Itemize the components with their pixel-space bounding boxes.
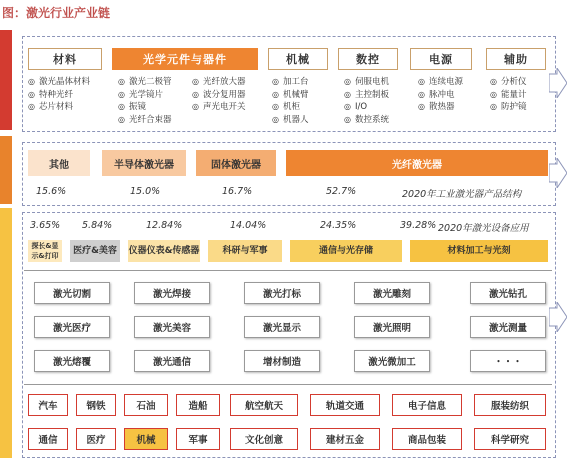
app-box: 激光微加工	[354, 350, 430, 372]
list-item: ◎ 机柜	[272, 101, 309, 114]
share-instruments: 12.84%	[146, 220, 183, 231]
list-item: ◎ 伺服电机	[344, 76, 389, 89]
arrow-right-icon	[549, 158, 567, 188]
industry-box: 电子信息	[392, 394, 462, 416]
industry-box: 造船	[176, 394, 220, 416]
list-optics-a	[118, 76, 172, 126]
app-box: 增材制造	[244, 350, 320, 372]
segment-research: 科研与军事	[208, 240, 282, 262]
app-box: 激光美容	[134, 316, 210, 338]
downstream-band	[0, 208, 12, 458]
industry-box: 服装纺织	[474, 394, 546, 416]
app-box: 激光切割	[34, 282, 110, 304]
list-item: ◎ 主控制板	[344, 89, 389, 102]
upstream-band	[0, 30, 12, 130]
share-other: 15.6%	[36, 186, 67, 197]
industry-box: 商品包装	[392, 428, 462, 450]
list-item: ◎ 光纤合束器	[118, 114, 172, 127]
app-box: ・・・	[470, 350, 546, 372]
share-communication: 24.35%	[320, 220, 357, 231]
segment-display: 探长&显示&打印	[28, 240, 62, 262]
industry-box: 航空航天	[230, 394, 298, 416]
industry-box: 通信	[28, 428, 68, 450]
list-item: ◎ 激光晶体材料	[28, 76, 90, 89]
arrow-right-icon	[549, 302, 567, 332]
header-mechanical: 机械	[268, 48, 328, 70]
app-box: 激光照明	[354, 316, 430, 338]
list-item: ◎ 能量计	[490, 89, 527, 102]
divider	[24, 270, 552, 271]
list-item: ◎ I/O	[344, 101, 389, 114]
share-solid: 16.7%	[222, 186, 253, 197]
share-semiconductor: 15.0%	[130, 186, 161, 197]
list-item: ◎ 数控系统	[344, 114, 389, 127]
list-item: ◎ 脉冲电	[418, 89, 463, 102]
industry-box: 钢铁	[76, 394, 116, 416]
app-box: 激光通信	[134, 350, 210, 372]
industry-box: 医疗	[76, 428, 116, 450]
list-mechanical	[272, 76, 309, 126]
midstream-caption: 2020年工业激光器产品结构	[402, 189, 522, 200]
downstream-caption: 2020年激光设备应用	[438, 223, 529, 234]
laser-type-solid: 固体激光器	[196, 150, 276, 176]
header-optics: 光学元件与器件	[112, 48, 258, 70]
app-box: 激光熔覆	[34, 350, 110, 372]
share-fiber: 52.7%	[326, 186, 357, 197]
laser-type-other: 其他	[28, 150, 90, 176]
midstream-band	[0, 136, 12, 204]
list-item: ◎ 光纤放大器	[192, 76, 246, 89]
segment-processing: 材料加工与光刻	[410, 240, 548, 262]
divider	[24, 384, 552, 385]
laser-type-fiber: 光纤激光器	[286, 150, 548, 176]
list-cnc	[344, 76, 389, 126]
industry-box: 轨道交通	[310, 394, 380, 416]
list-item: ◎ 机械臂	[272, 89, 309, 102]
share-medical: 5.84%	[82, 220, 113, 231]
app-box: 激光钻孔	[470, 282, 546, 304]
header-cnc: 数控	[338, 48, 398, 70]
list-item: ◎ 加工台	[272, 76, 309, 89]
list-item: ◎ 连续电源	[418, 76, 463, 89]
share-processing: 39.28%	[400, 220, 437, 231]
list-power	[418, 76, 463, 114]
industry-box: 汽车	[28, 394, 68, 416]
page-title: 图：激光行业产业链	[2, 6, 111, 20]
list-item: ◎ 激光二极管	[118, 76, 172, 89]
laser-type-semiconductor: 半导体激光器	[102, 150, 186, 176]
list-item: ◎ 芯片材料	[28, 101, 90, 114]
list-item: ◎ 散热器	[418, 101, 463, 114]
segment-instruments: 仪器仪表&传感器	[128, 240, 200, 262]
industry-box-highlight: 机械	[124, 428, 168, 450]
industry-box: 石油	[124, 394, 168, 416]
share-research: 14.04%	[230, 220, 267, 231]
list-materials	[28, 76, 90, 114]
list-item: ◎ 波分复用器	[192, 89, 246, 102]
industry-box: 建材五金	[310, 428, 380, 450]
app-box: 激光打标	[244, 282, 320, 304]
segment-medical: 医疗&美容	[70, 240, 120, 262]
list-optics-b	[192, 76, 246, 114]
app-box: 激光显示	[244, 316, 320, 338]
list-item: ◎ 声光电开关	[192, 101, 246, 114]
segment-communication: 通信与光存储	[290, 240, 402, 262]
app-box: 激光医疗	[34, 316, 110, 338]
app-box: 激光焊接	[134, 282, 210, 304]
list-item: ◎ 光学镜片	[118, 89, 172, 102]
arrow-right-icon	[549, 68, 567, 98]
list-item: ◎ 特种光纤	[28, 89, 90, 102]
share-display: 3.65%	[30, 220, 61, 231]
industry-box: 文化创意	[230, 428, 298, 450]
list-item: ◎ 振镜	[118, 101, 172, 114]
app-box: 激光测量	[470, 316, 546, 338]
header-power: 电源	[410, 48, 472, 70]
header-auxiliary: 辅助	[486, 48, 546, 70]
list-item: ◎ 分析仪	[490, 76, 527, 89]
list-auxiliary	[490, 76, 527, 114]
list-item: ◎ 机器人	[272, 114, 309, 127]
header-materials: 材料	[28, 48, 102, 70]
industry-box: 军事	[176, 428, 220, 450]
list-item: ◎ 防护镜	[490, 101, 527, 114]
industry-box: 科学研究	[474, 428, 546, 450]
app-box: 激光雕刻	[354, 282, 430, 304]
